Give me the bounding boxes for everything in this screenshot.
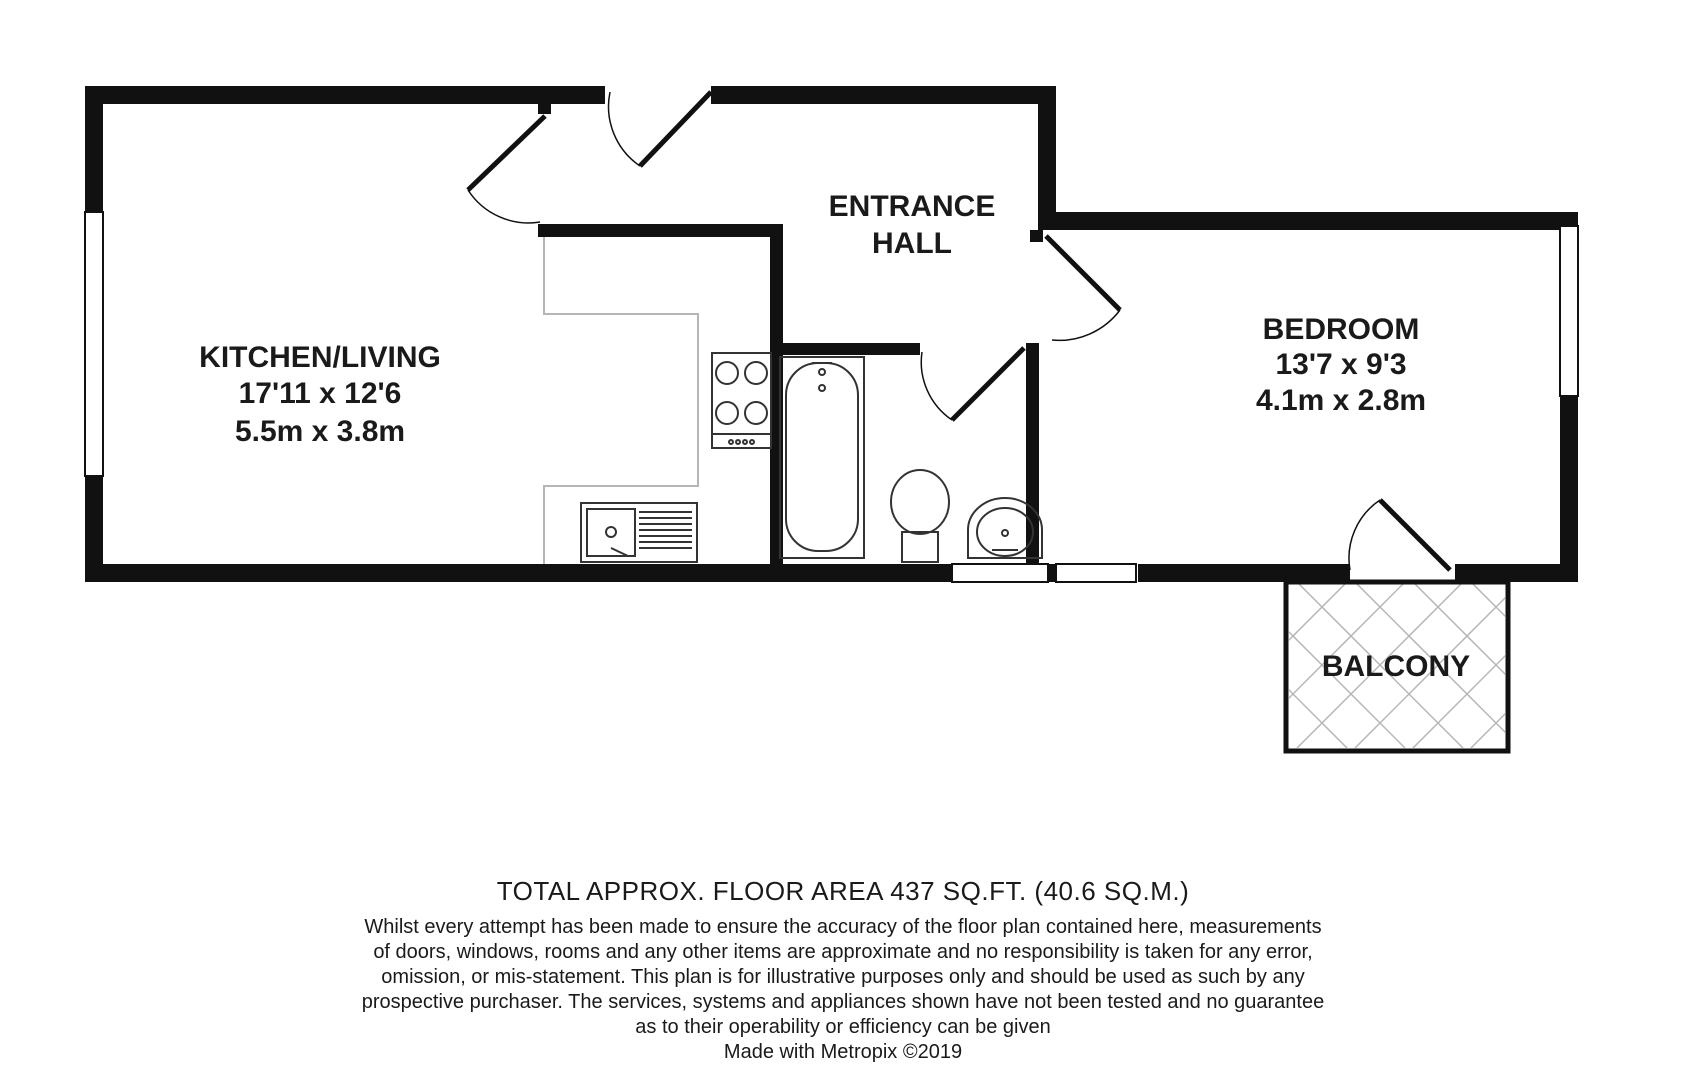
bedroom-door [1046,236,1120,310]
balcony-door-swing [1349,500,1380,570]
disclaimer-line: prospective purchaser. The services, systems and appliances shown have not been tested and no guarantee [361,991,1325,1013]
kitchen-living-name: KITCHEN/LIVING [199,341,441,374]
kitchen-living-imperial: 17'11 x 12'6 [238,377,402,410]
bedroom-label [1256,313,1426,417]
balcony-tile-line [1529,582,1686,748]
toilet-icon [891,470,949,562]
hob-icon [712,353,771,448]
kitchen-living-label [199,341,441,448]
bathroom-door [952,348,1024,420]
bath-icon [780,357,864,558]
total-floor-area: TOTAL APPROX. FLOOR AREA 437 SQ.FT. (40.6 SQ.M.) [496,876,1190,906]
bedroom-window [1560,226,1578,396]
bedroom-door-swing [1052,310,1120,340]
balcony-tile-line [1123,582,1289,748]
balcony-tile-line [1587,582,1686,748]
balcony-door [1380,500,1450,570]
bedroom-south-window [1056,564,1136,582]
credit: Made with Metropix ©2019 [723,1041,963,1063]
kitchen-worktop [544,237,698,564]
disclaimer-line: of doors, windows, rooms and any other items are approximate and no responsibility is taken for any error, [373,941,1313,963]
bedroom-imperial: 13'7 x 9'3 [1275,348,1407,381]
entrance-hall-label [829,190,996,260]
kitchen-door [468,116,545,190]
balcony-tile-line [1645,582,1686,748]
entrance-door [640,92,711,166]
kitchen-window [85,212,103,476]
entrance-door-swing [609,92,640,166]
disclaimer-line: as to their operability or efficiency can be given [635,1016,1051,1038]
kitchen-door-swing [468,190,540,223]
balcony-tile-line [1645,582,1686,748]
bedroom-metric: 4.1m x 2.8m [1255,384,1427,417]
balcony-tile-line [1529,582,1686,748]
bedroom-name: BEDROOM [1262,313,1420,346]
disclaimer [0,915,1686,1065]
disclaimer-line: Whilst every attempt has been made to ensure the accuracy of the floor plan contained here, measurements [364,916,1322,938]
bathroom-window [952,564,1048,582]
kitchen-living-metric: 5.5m x 3.8m [234,415,406,448]
entrance-hall-line1: ENTRANCE [828,190,996,223]
balcony-label: BALCONY [1321,650,1471,683]
entrance-hall-line2: HALL [872,227,952,260]
sink-icon [581,503,697,562]
disclaimer-line: omission, or mis-statement. This plan is for illustrative purposes only and should be used as such by any [381,966,1305,988]
balcony-tile-line [1123,582,1289,748]
bathroom-door-swing [921,352,952,420]
balcony-tile-line [1587,582,1686,748]
